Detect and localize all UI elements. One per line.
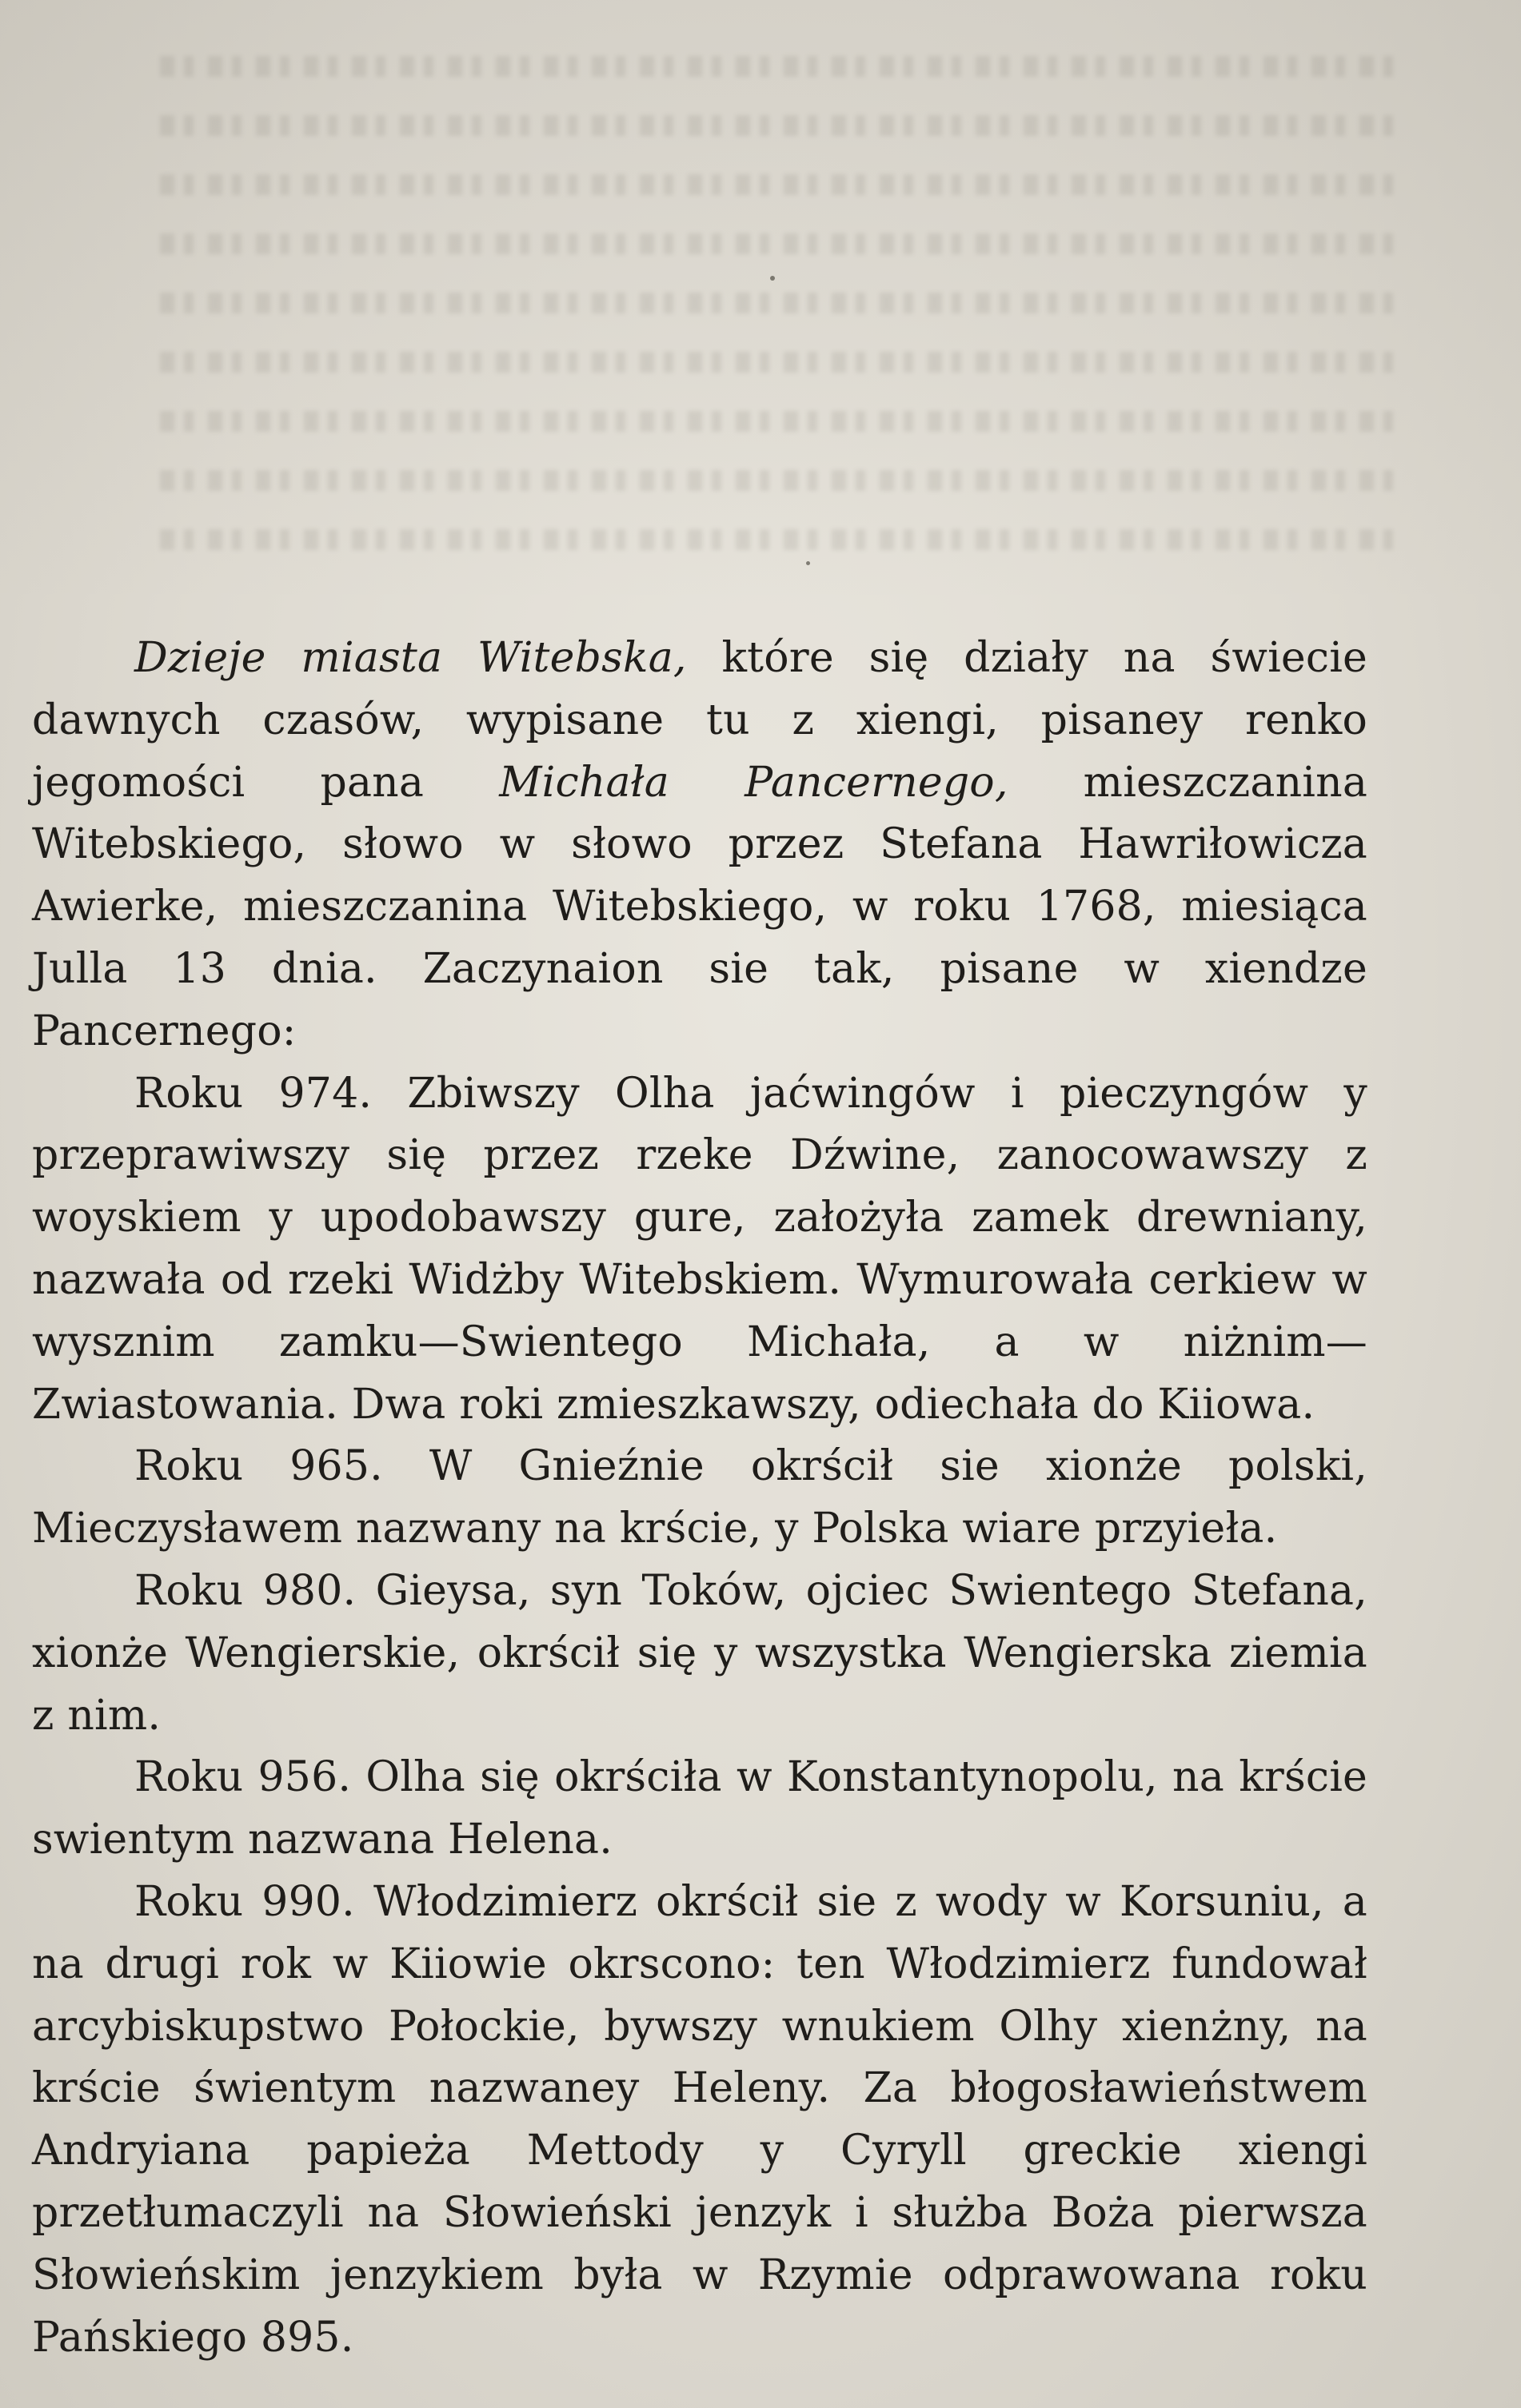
ink-speck [770,276,775,281]
paragraph-roku-956: Roku 956. Olha się okrściła w Konstantynopolu, na krście swientym nazwana Helena. [32,1753,1367,1864]
show-through-text-blur [160,56,1407,600]
paragraph-roku-990: Roku 990. Włodzimierz okrścił sie z wody w Korsuniu, a na drugi rok w Kiiowie okrscono: ten Włodzimierz fundował arcybiskupstwo Połockie, bywszy wnukiem Olhy xienżny, na krście świentym nazwaney Heleny. Za błogosławieństwem Andryiana papieża Mettody y Cyryll greckie xiengi przetłumaczyli na Słowieński jenzyk i służba Boża pierwsza Słowieńskim jenzykiem była w Rzymie odprawowana roku Pańskiego 895. [32,1877,1367,2362]
intro-text-after-name: mieszczanina Witebskiego, słowo w słowo przez Stefana Hawriłowicza Awierke, mieszczanina Witebskiego, w roku 1768, miesiąca Julla 13 dnia. Zaczynaion sie tak, pisane w xiendze Pancernego: [32,758,1368,1055]
paragraph-roku-980: Roku 980. Gieysa, syn Toków, ojciec Swientego Stefana, xionże Wengierskie, okrścił się y wszystka Wengierska ziemia z nim. [32,1566,1367,1740]
body-text [32,628,1367,2369]
name-italic: Michała Pancernego, [499,758,1008,807]
paragraph-roku-965: Roku 965. W Gnieźnie okrścił sie xionże polski, Mieczysławem nazwany na krście, y Polska wiare przyieła. [32,1442,1367,1553]
paragraph-roku-974: Roku 974. Zbiwszy Olha jaćwingów i pieczyngów y przeprawiwszy się przez rzeke Dźwine, zanocowawszy z woyskiem y upodobawszy gure, założyła zamek drewniany, nazwała od rzeki Widżby Witebskiem. Wymurowała cerkiew w wysznim zamku—Swientego Michała, a w niżnim—Zwiastowania. Dwa roki zmieszkawszy, odiechała do Kiiowa. [32,1069,1367,1429]
title-italic: Dzieje miasta Witebska, [134,634,687,682]
intro-text-before-name: które się działy na świecie dawnych czasów, wypisane tu z xiengi, pisaney renko jegomości pana [32,634,1368,807]
ink-speck [806,561,810,565]
paragraph-intro [32,628,1367,1063]
